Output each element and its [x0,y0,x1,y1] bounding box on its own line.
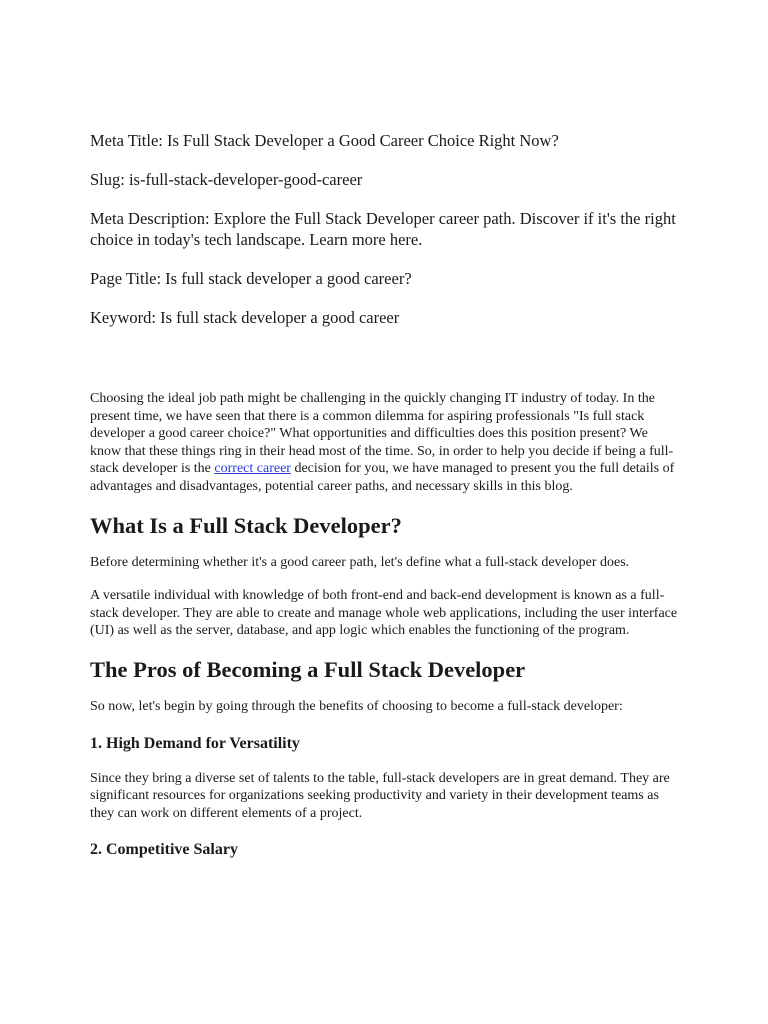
meta-title-line: Meta Title: Is Full Stack Developer a Good Career Choice Right Now? [90,131,559,150]
intro-text-before-link: Choosing the ideal job path might be challenging in the quickly changing IT industry of today. In the present time, we have seen that there is a common dilemma for aspiring professionals "Is full stack developer a good career choice?" What opportunities and difficulties does this position present? We know that these things ring in their head most of the time. So, in order to help you decide if being a full-stack developer is the [90,391,674,477]
what-is-paragraph-1: Before determining whether it's a good career path, let's define what a full-stack developer does. [90,554,630,570]
what-is-heading: What Is a Full Stack Developer? [90,512,402,538]
pros-item-1-heading: 1. High Demand for Versatility [90,734,300,752]
pros-item-2-heading: 2. Competitive Salary [90,841,238,859]
document-page [90,130,680,876]
correct-career-link[interactable]: correct career [214,461,291,477]
pros-heading: The Pros of Becoming a Full Stack Developer [90,656,526,682]
what-is-paragraph-2: A versatile individual with knowledge of both front-end and back-end development is known as a full-stack developer. They are able to create and manage whole web applications, including the user interface (UI) as well as the server, database, and app logic which enables the functioning of the program. [90,588,678,639]
meta-description-line: Meta Description: Explore the Full Stack Developer career path. Discover if it's the right choice in today's tech landscape. Learn more here. [90,209,676,249]
pros-intro-paragraph: So now, let's begin by going through the benefits of choosing to become a full-stack developer: [90,698,623,714]
pros-item-1-paragraph: Since they bring a diverse set of talents to the table, full-stack developers are in great demand. They are significant resources for organizations seeking productivity and variety in their development teams as they can work on different elements of a project. [90,770,670,821]
intro-text-after-link: decision for you, we have managed to present you the full details of advantages and disadvantages, potential career paths, and necessary skills in this blog. [90,461,675,494]
keyword-line: Keyword: Is full stack developer a good career [90,308,400,327]
intro-paragraph [90,390,680,496]
page-title-line: Page Title: Is full stack developer a good career? [90,269,412,288]
slug-line: Slug: is-full-stack-developer-good-career [90,170,363,189]
section-spacer [90,346,680,390]
